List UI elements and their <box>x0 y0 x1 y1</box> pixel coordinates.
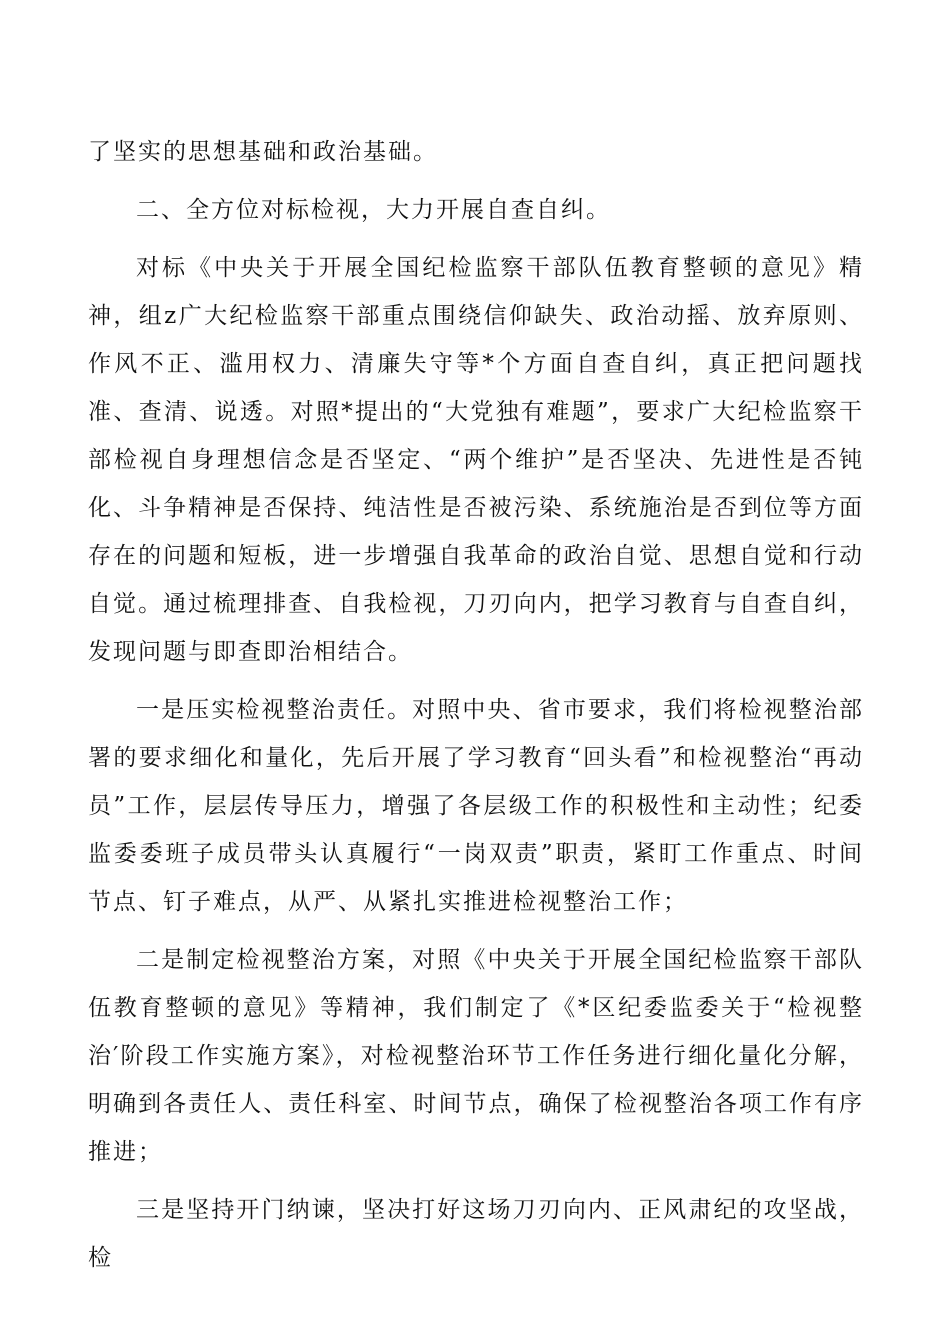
paragraph-point-three: 三是坚持开门纳谏，坚决打好这场刀刃向内、正风肃纪的攻坚战，检 <box>88 1197 864 1271</box>
section-heading: 二、全方位对标检视，大力开展自查自纠。 <box>136 197 611 223</box>
paragraph-self-inspection: 对标《中央关于开展全国纪检监察干部队伍教育整顿的意见》精神，组z广大纪检监察干部重点围绕信仰缺失、政治动摇、放弃原则、作风不正、滥用权力、清廉失守等*个方面自查自纠，真正把问题找准、查清、说透。对照*提出的“大党独有难题”，要求广大纪检监察干部检视自身理想信念是否坚定、“两个维护”是否坚决、先进性是否钝化、斗争精神是否保持、纯洁性是否被污染、系统施治是否到位等方面存在的问题和短板，进一步增强自我革命的政治自觉、思想自觉和行动自觉。通过梳理排查、自我检视，刀刃向内，把学习教育与自查自纠，发现问题与即查即治相结合。 <box>88 255 864 665</box>
paragraph-point-one: 一是压实检视整治责任。对照中央、省市要求，我们将检视整治部署的要求细化和量化，先后开展了学习教育“回头看”和检视整治“再动员”工作，层层传导压力，增强了各层级工作的积极性和主动性；纪委监委委班子成员带头认真履行“一岗双责”职责，紧盯工作重点、时间节点、钉子难点，从严、从紧扎实推进检视整治工作； <box>88 697 864 915</box>
document-body <box>88 128 864 1292</box>
paragraph-continuation: 了坚实的思想基础和政治基础。 <box>88 139 438 165</box>
paragraph-point-two: 二是制定检视整治方案，对照《中央关于开展全国纪检监察干部队伍教育整顿的意见》等精神，我们制定了《*区纪委监委关于“检视整治′阶段工作实施方案》，对检视整治环节工作任务进行细化量化分解，明确到各责任人、责任科室、时间节点，确保了检视整治各项工作有序推进； <box>88 947 864 1165</box>
